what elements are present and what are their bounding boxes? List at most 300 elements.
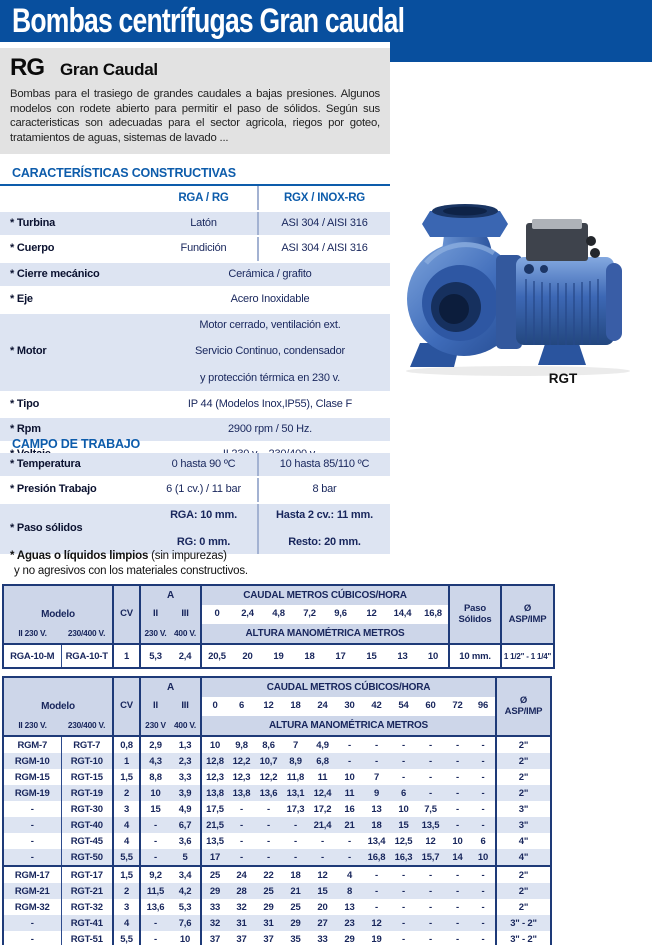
value-cell: -: [444, 736, 471, 753]
value-cell: 4: [113, 915, 140, 931]
spec-row-label: * Motor: [0, 313, 150, 392]
value-cell: 12: [309, 866, 336, 883]
value-cell: -: [309, 849, 336, 866]
model-cell: RGT-51: [61, 931, 113, 945]
performance-table: [2, 676, 552, 945]
series-name: Gran Caudal: [60, 60, 158, 79]
model-tri-sub: 230/400 V.: [61, 716, 113, 736]
value-cell: 3" - 2": [496, 915, 551, 931]
value-cell: 37: [236, 933, 247, 945]
amp-ii-header: II: [140, 605, 170, 624]
value-cell: -: [363, 753, 390, 769]
value-cell: 5: [170, 849, 201, 866]
model-cell: RGM-21: [3, 883, 61, 899]
value-cell: 2": [496, 736, 551, 753]
value-cell: -: [444, 753, 471, 769]
value-cell: 4,9: [170, 801, 201, 817]
value-cell: 18: [282, 866, 309, 883]
value-cell: 29: [263, 901, 274, 913]
value-cell: -: [267, 835, 270, 847]
amp-iii-header: III: [170, 605, 201, 624]
value-cell: 17: [325, 644, 356, 668]
column-header: RGA / RG: [150, 186, 258, 211]
value-cell: -: [336, 736, 363, 753]
rgm-rgt-table-wrap: [2, 676, 552, 945]
value-cell: 18: [363, 817, 390, 833]
value-cell: 33: [317, 933, 328, 945]
value-cell: 9: [363, 785, 390, 801]
spec-value: 6 (1 cv.) / 11 bar: [150, 477, 258, 502]
value-cell: 13,5: [206, 835, 224, 847]
value-cell: 0,8: [113, 736, 140, 753]
model-cell: -: [3, 817, 61, 833]
value-cell: 24: [228, 866, 255, 883]
rga-table-wrap: [2, 584, 555, 669]
value-cell: 12,4: [309, 785, 336, 801]
value-cell: -: [390, 753, 417, 769]
section-title-caracteristicas: CARACTERÍSTICAS CONSTRUCTIVAS: [0, 166, 390, 186]
caudal-value-header: 12: [356, 605, 387, 624]
note-line-1: * Aguas o líquidos limpios (sin impurezas): [10, 550, 227, 562]
table-header: [3, 677, 551, 736]
model-cell: RGA-10-T: [61, 644, 113, 668]
pump-model-label: RGT: [548, 371, 578, 386]
value-cell: 1: [113, 753, 140, 769]
value-cell: 2": [496, 883, 551, 899]
value-cell: 12,2: [228, 753, 255, 769]
bracket-vent-2: [540, 265, 548, 273]
value-cell: 6,7: [170, 817, 201, 833]
asp-imp-header: [501, 585, 554, 644]
model-cell: RGT-21: [61, 883, 113, 899]
spec-row: [0, 287, 390, 312]
value-cell: -: [471, 883, 496, 899]
value-cell: -: [456, 803, 459, 815]
value-cell: 13: [371, 803, 382, 815]
spec-value: [258, 503, 390, 555]
cell-line: Sólidos: [458, 613, 492, 625]
value-cell: -: [255, 849, 282, 866]
value-cell: 20: [232, 644, 263, 668]
spec-row: [0, 477, 390, 502]
cell-line: Ø: [519, 695, 528, 707]
caudal-value-header: 2,4: [232, 605, 263, 624]
value-cell: -: [444, 817, 471, 833]
spec-row-label: * Paso sólidos: [0, 503, 150, 555]
spec-row: [0, 392, 390, 417]
caudal-value-header: 18: [282, 697, 309, 716]
value-cell: 10: [344, 771, 355, 783]
value-cell: -: [154, 933, 157, 945]
value-cell: 35: [290, 933, 301, 945]
value-cell: 12: [363, 915, 390, 931]
caudal-value-header: 9,6: [325, 605, 356, 624]
value-cell: 11,8: [286, 771, 305, 783]
value-cell: 33: [209, 901, 221, 913]
value-cell: 6: [471, 833, 496, 849]
value-cell: -: [417, 785, 444, 801]
data-row: [3, 931, 551, 945]
spec-value: ASI 304 / AISI 316: [258, 236, 390, 261]
data-row: [3, 817, 551, 833]
clean-water-note: [10, 549, 410, 578]
value-cell: 2": [496, 866, 551, 883]
model-cell: RGT-50: [61, 849, 113, 866]
spec-value: 8 bar: [258, 477, 390, 502]
value-cell: 3: [113, 899, 140, 915]
model-cell: RGT-15: [61, 769, 113, 785]
value-cell: 11,5: [140, 883, 170, 899]
value-cell: 13,8: [201, 785, 228, 801]
value-cell: 25: [290, 901, 301, 913]
caudal-value-header: 24: [309, 697, 336, 716]
modelo-header: Modelo: [3, 605, 113, 624]
value-cell: 17,3: [286, 803, 305, 815]
value-cell: 29: [282, 915, 309, 931]
value-cell: 8,9: [282, 753, 309, 769]
value-cell: 32: [236, 901, 247, 913]
performance-table: [2, 584, 555, 669]
caudal-value-header: 42: [363, 697, 390, 716]
value-cell: 2,3: [170, 753, 201, 769]
value-cell: 11: [336, 785, 363, 801]
data-row: [3, 866, 551, 883]
amp-group-header: A: [140, 677, 201, 697]
value-cell: 7: [282, 736, 309, 753]
page-title: Bombas centrífugas Gran caudal: [12, 2, 405, 40]
spec-value: ASI 304 / AISI 316: [258, 211, 390, 236]
spec-value: 0 hasta 90 ºC: [150, 453, 258, 477]
value-cell: 10: [170, 931, 201, 945]
cell-line: RGA: 10 mm.: [170, 508, 237, 521]
caudal-value-header: 7,2: [294, 605, 325, 624]
value-cell: 4: [336, 866, 363, 883]
amp-400v-sub: 400 V.: [170, 624, 201, 644]
data-row: [3, 899, 551, 915]
caudal-title: CAUDAL METROS CÚBICOS/HORA: [201, 585, 449, 605]
value-cell: 10: [471, 849, 496, 866]
value-cell: 17: [201, 849, 228, 866]
value-cell: -: [471, 931, 496, 945]
model-cell: RGM-17: [3, 866, 61, 883]
value-cell: 17,2: [313, 803, 332, 815]
model-mono-sub: II 230 V.: [3, 716, 61, 736]
altura-header: ALTURA MANOMÉTRICA METROS: [201, 716, 496, 736]
value-cell: -: [471, 785, 496, 801]
spec-value: Acero Inoxidable: [150, 287, 390, 312]
value-cell: 10 mm.: [449, 644, 501, 668]
value-cell: -: [240, 835, 243, 847]
section-title-campo: CAMPO DE TRABAJO: [12, 437, 141, 451]
spec-value: 2900 rpm / 50 Hz.: [150, 417, 390, 442]
value-cell: 3,6: [170, 833, 201, 849]
spec-row-label: * Rpm: [0, 417, 150, 442]
data-row: [3, 849, 551, 866]
campo-table-wrap: [0, 453, 390, 556]
model-cell: RGT-7: [61, 736, 113, 753]
value-cell: -: [140, 915, 170, 931]
value-cell: 9,8: [228, 736, 255, 753]
value-cell: 25: [255, 883, 282, 899]
value-cell: 13,8: [228, 785, 255, 801]
paso-solidos-header: [449, 585, 501, 644]
model-cell: RGT-10: [61, 753, 113, 769]
value-cell: 1 1/2" - 1 1/4": [501, 644, 554, 668]
value-cell: 2: [113, 785, 140, 801]
value-cell: 22: [255, 866, 282, 883]
cv-header: CV: [113, 585, 140, 644]
header-row-2: [3, 697, 551, 716]
value-cell: -: [456, 771, 459, 783]
spec-value: IP 44 (Modelos Inox,IP55), Clase F: [150, 392, 390, 417]
value-cell: 12,8: [201, 753, 228, 769]
value-cell: -: [444, 915, 471, 931]
model-cell: RGT-30: [61, 801, 113, 817]
value-cell: 15,7: [417, 849, 444, 866]
value-cell: -: [375, 901, 378, 913]
model-blank-cell: [3, 585, 113, 605]
value-cell: 23: [336, 915, 363, 931]
value-cell: -: [140, 817, 170, 833]
value-cell: -: [456, 901, 459, 913]
model-cell: RGM-32: [3, 899, 61, 915]
value-cell: -: [363, 883, 390, 899]
value-cell: 31: [255, 915, 282, 931]
value-cell: 15: [150, 803, 161, 815]
value-cell: -: [255, 817, 282, 833]
value-cell: -: [240, 803, 243, 815]
header-row-1: [3, 585, 554, 605]
value-cell: -: [140, 849, 170, 866]
value-cell: 19: [371, 933, 382, 945]
value-cell: 3" - 2": [510, 933, 537, 945]
spec-row: [0, 262, 390, 287]
value-cell: -: [390, 866, 417, 883]
value-cell: -: [471, 736, 496, 753]
table-header: [3, 585, 554, 644]
model-cell: RGM-7: [3, 736, 61, 753]
value-cell: -: [228, 849, 255, 866]
value-cell: 12: [425, 835, 436, 847]
value-cell: 2": [496, 753, 551, 769]
value-cell: 14: [444, 849, 471, 866]
value-cell: -: [444, 883, 471, 899]
series-description: Bombas para el trasiego de grandes caudales a bajas presiones. Algunos modelos con rodete abierto para permitir el paso de sólidos. Según sus caracteristicas son adecuadas para el sector agricola, riegos por goteo, tratamientos de aguas, sistemas de lavado ...: [10, 88, 380, 145]
value-cell: 12,5: [394, 835, 413, 847]
value-cell: 25: [201, 866, 228, 883]
amp-group-header: A: [140, 585, 201, 605]
value-cell: 19: [263, 644, 294, 668]
value-cell: -: [429, 771, 432, 783]
value-cell: 7,5: [424, 803, 437, 815]
cell-line: Resto: 20 mm.: [288, 535, 361, 548]
value-cell: 13,6: [255, 785, 282, 801]
value-cell: -: [294, 835, 297, 847]
value-cell: 2": [518, 901, 529, 913]
value-cell: -: [282, 817, 309, 833]
spec-value: [150, 503, 258, 555]
data-row: [3, 883, 551, 899]
value-cell: -: [348, 835, 351, 847]
model-cell: RGT-17: [61, 866, 113, 883]
cell-line: Paso: [464, 603, 486, 615]
suction-bore: [439, 294, 469, 324]
value-cell: -: [336, 849, 363, 866]
value-cell: 5,3: [140, 644, 170, 668]
value-cell: 2": [496, 785, 551, 801]
spec-row: [0, 236, 390, 261]
value-cell: 4,9: [309, 736, 336, 753]
amp-ii-header: II: [140, 697, 170, 716]
value-cell: 4": [518, 835, 529, 847]
value-cell: 12,3: [206, 771, 224, 783]
value-cell: -: [417, 753, 444, 769]
pump-shadow: [406, 366, 630, 376]
value-cell: 15: [356, 644, 387, 668]
value-cell: 13,4: [367, 835, 386, 847]
value-cell: -: [471, 866, 496, 883]
model-mono-sub: II 230 V.: [3, 624, 61, 644]
value-cell: 12,3: [232, 771, 251, 783]
caudal-value-header: 14,4: [387, 605, 418, 624]
value-cell: 16,8: [363, 849, 390, 866]
value-cell: 10: [452, 835, 463, 847]
value-cell: -: [444, 785, 471, 801]
model-cell: RGM-19: [3, 785, 61, 801]
data-row: [3, 833, 551, 849]
value-cell: -: [363, 736, 390, 753]
caudal-value-header: 96: [471, 697, 496, 716]
value-cell: -: [363, 866, 390, 883]
caudal-value-header: 30: [336, 697, 363, 716]
value-cell: -: [429, 901, 432, 913]
value-cell: -: [228, 817, 255, 833]
value-cell: -: [429, 933, 432, 945]
value-cell: 7,6: [170, 915, 201, 931]
value-cell: 1,5: [113, 769, 140, 785]
note-line-2: y no agresivos con los materiales constructivos.: [14, 564, 248, 577]
value-cell: -: [444, 866, 471, 883]
value-cell: 13: [387, 644, 418, 668]
model-cell: -: [3, 915, 61, 931]
value-cell: -: [471, 915, 496, 931]
data-row: [3, 644, 554, 668]
amp-230v-sub: 230 V: [140, 716, 170, 736]
value-cell: -: [471, 817, 496, 833]
spec-row-label: * Eje: [0, 287, 150, 312]
terminal-box-lid: [532, 219, 582, 229]
spec-row: [0, 313, 390, 392]
value-cell: -: [402, 771, 405, 783]
value-cell: 7: [373, 771, 380, 783]
caudal-value-header: 0: [201, 697, 228, 716]
spec-row: [0, 211, 390, 236]
spec-value: [150, 313, 390, 392]
cell-line: ASP/IMP: [504, 705, 543, 717]
data-row: [3, 801, 551, 817]
value-cell: 4,2: [170, 883, 201, 899]
data-row: [3, 736, 551, 753]
value-cell: 12,2: [259, 771, 278, 783]
value-cell: 8: [336, 883, 363, 899]
value-cell: -: [390, 736, 417, 753]
value-cell: -: [267, 803, 270, 815]
value-cell: 18: [294, 644, 325, 668]
value-cell: 3": [496, 817, 551, 833]
model-cell: RGT-45: [61, 833, 113, 849]
value-cell: -: [417, 915, 444, 931]
value-cell: -: [456, 933, 459, 945]
value-cell: -: [417, 866, 444, 883]
altura-header: ALTURA MANOMÉTRICA METROS: [201, 624, 449, 644]
value-cell: 10: [201, 736, 228, 753]
model-cell: RGM-10: [3, 753, 61, 769]
value-cell: 3: [113, 801, 140, 817]
caudal-value-header: 60: [417, 697, 444, 716]
cell-line: Motor cerrado, ventilación ext.: [199, 318, 341, 331]
value-cell: -: [471, 801, 496, 817]
cell-line: Ø: [523, 603, 532, 615]
value-cell: 11: [317, 771, 328, 783]
value-cell: 6,8: [309, 753, 336, 769]
value-cell: -: [402, 933, 405, 945]
model-blank-cell: [3, 677, 113, 697]
value-cell: -: [321, 835, 324, 847]
value-cell: 37: [209, 933, 221, 945]
value-cell: 17,5: [206, 803, 224, 815]
model-cell: RGA-10-M: [3, 644, 61, 668]
inlet-bore: [443, 207, 487, 216]
caudal-value-header: 12: [255, 697, 282, 716]
value-cell: 16,3: [390, 849, 417, 866]
model-cell: RGT-41: [61, 915, 113, 931]
data-row: [3, 785, 551, 801]
value-cell: 27: [309, 915, 336, 931]
header-row-3: [3, 716, 551, 736]
value-cell: 28: [228, 883, 255, 899]
value-cell: 1,5: [113, 866, 140, 883]
value-cell: -: [390, 915, 417, 931]
value-cell: -: [471, 753, 496, 769]
modelo-header: Modelo: [3, 697, 113, 716]
value-cell: 4,3: [140, 753, 170, 769]
value-cell: -: [390, 883, 417, 899]
value-cell: -: [471, 899, 496, 915]
cell-line: Hasta 2 cv.: 11 mm.: [276, 508, 373, 521]
caudal-value-header: 4,8: [263, 605, 294, 624]
value-cell: -: [417, 883, 444, 899]
value-cell: 32: [201, 915, 228, 931]
amp-400v-sub: 400 V.: [170, 716, 201, 736]
value-cell: 5,5: [113, 931, 140, 945]
value-cell: 3,9: [170, 785, 201, 801]
cable-gland-2: [590, 248, 600, 258]
model-cell: RGT-32: [61, 899, 113, 915]
value-cell: 9,2: [140, 866, 170, 883]
value-cell: 21: [336, 817, 363, 833]
value-cell: 21,5: [201, 817, 228, 833]
value-cell: 21,4: [309, 817, 336, 833]
page-header-banner: [0, 0, 652, 42]
value-cell: 13: [344, 901, 355, 913]
value-cell: 15: [309, 883, 336, 899]
value-cell: -: [154, 835, 157, 847]
spec-row-label: * Tipo: [0, 392, 150, 417]
amp-230v-sub: 230 V.: [140, 624, 170, 644]
value-cell: 8,8: [149, 771, 162, 783]
value-cell: 1: [113, 644, 140, 668]
model-cell: RGT-40: [61, 817, 113, 833]
